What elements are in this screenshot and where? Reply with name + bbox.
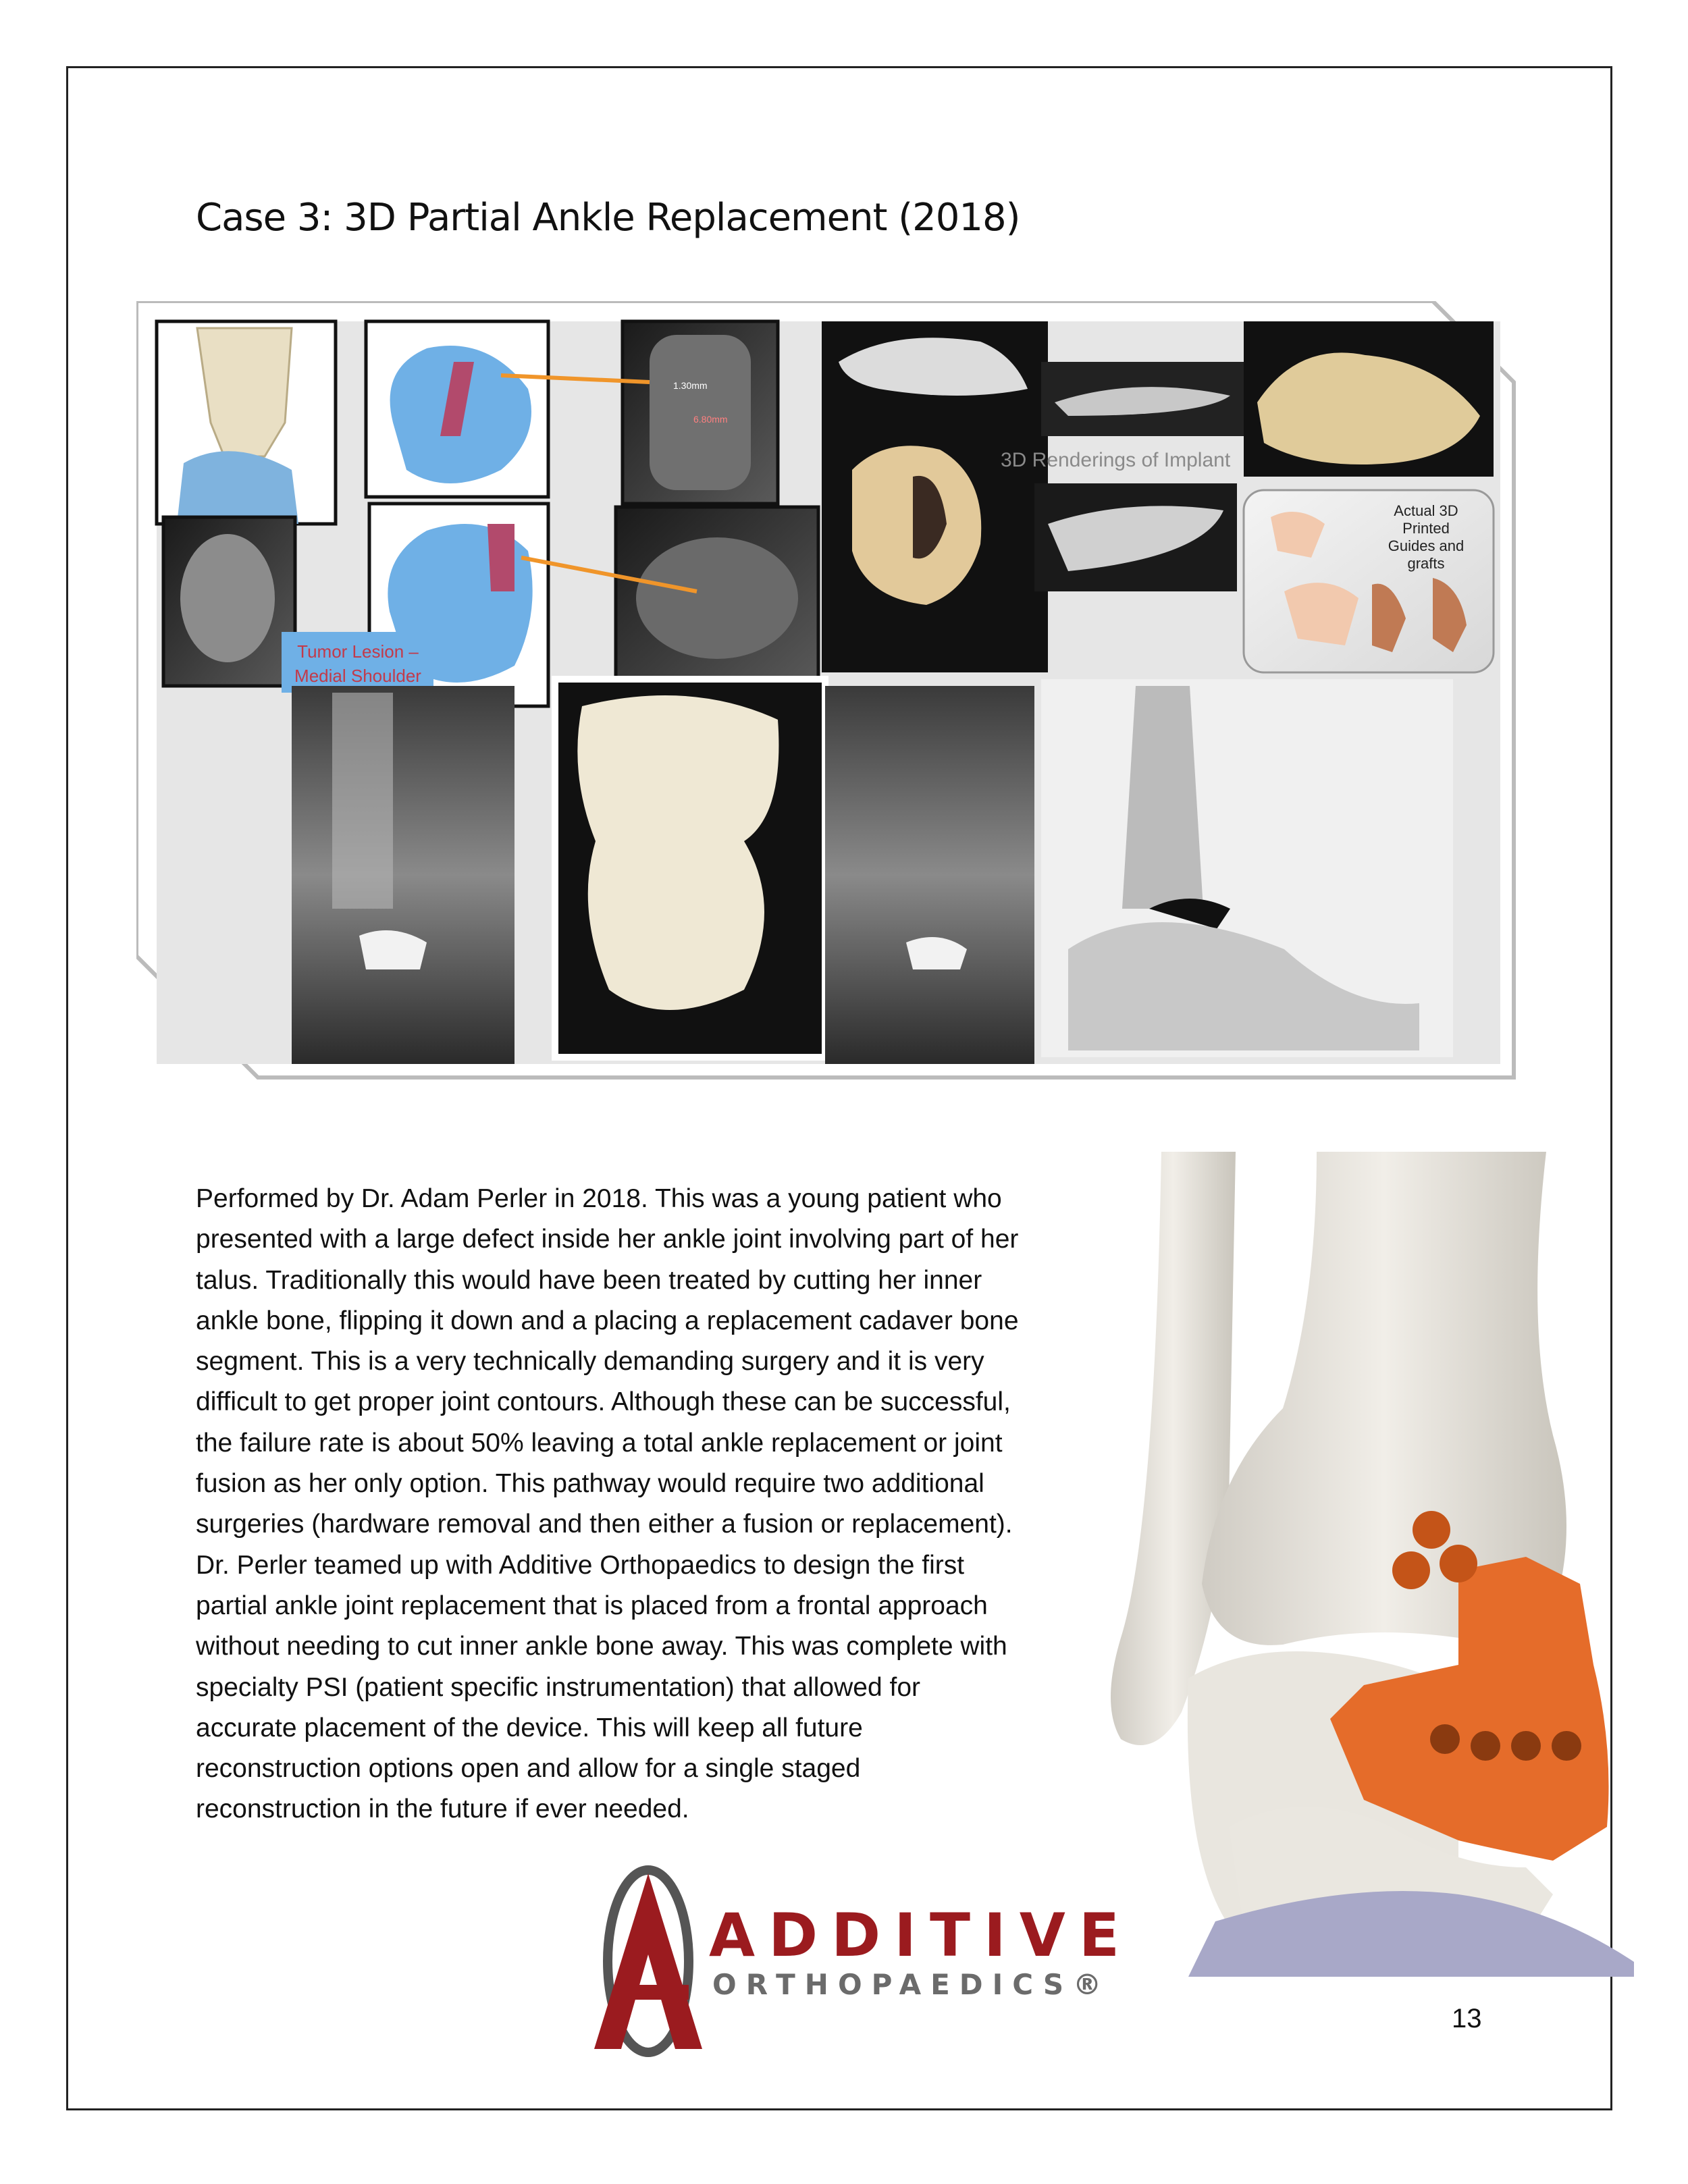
measurement-label-1: 1.30mm (673, 380, 708, 391)
logo-wordmark-additive: ADDITIVE (709, 1900, 1133, 1970)
page-number: 13 (1452, 2004, 1482, 2033)
body-line: segment. This is a very technically demanding surgery and it is very (196, 1347, 984, 1377)
printed-label-3: Guides and (1388, 537, 1465, 554)
xray-preop-panel (292, 686, 515, 1064)
body-line: the failure rate is about 50% leaving a total ankle replacement or joint (196, 1428, 1003, 1458)
renderings-label: 3D Renderings of Implant (1001, 449, 1231, 471)
registered-mark: ® (1073, 1968, 1111, 2001)
body-line: accurate placement of the device. This will keep all future (196, 1713, 863, 1742)
body-line: presented with a large defect inside her ankle joint involving part of her (196, 1225, 1019, 1254)
body-line: specialty PSI (patient specific instrumentation) that allowed for (196, 1672, 921, 1702)
fibula-shape (1111, 1152, 1236, 1745)
body-line: reconstruction options open and allow for a single staged (196, 1754, 861, 1784)
printed-label-2: Printed (1402, 520, 1450, 537)
body-line: fusion as her only option. This pathway would require two additional (196, 1469, 984, 1499)
body-line: difficult to get proper joint contours. Although these can be successful, (196, 1387, 1011, 1417)
printed-label-1: Actual 3D (1394, 502, 1458, 519)
tumor-lesion-label-2: Medial Shoulder (294, 666, 421, 686)
tumor-lesion-label-1: Tumor Lesion – (297, 641, 419, 662)
printed-label-4: grafts (1407, 555, 1445, 572)
body-line: talus. Traditionally this would have been treated by cutting her inner (196, 1265, 982, 1295)
case-description (196, 1179, 1121, 1830)
case-image-collage (136, 301, 1561, 1096)
body-line: surgeries (hardware removal and then either a fusion or replacement). (196, 1510, 1013, 1539)
body-line: without needing to cut inner ankle bone away. This was complete with (196, 1632, 1007, 1661)
logo-wordmark-orthopaedics: ORTHOPAEDICS® (712, 1968, 1111, 2001)
additive-orthopaedics-logo (574, 1860, 1133, 2062)
body-line: Dr. Perler teamed up with Additive Orthopaedics to design the first (196, 1550, 965, 1580)
body-line: partial ankle joint replacement that is placed from a frontal approach (196, 1591, 988, 1620)
page-title: Case 3: 3D Partial Ankle Replacement (2018) (196, 196, 1020, 240)
measurement-label-2: 6.80mm (693, 414, 728, 425)
body-line: ankle bone, flipping it down and a placing a replacement cadaver bone (196, 1306, 1019, 1335)
xray-postop-ap-panel (825, 686, 1034, 1064)
ankle-implant-render (1080, 1152, 1661, 1977)
body-line: reconstruction in the future if ever needed. (196, 1794, 689, 1824)
body-line: Performed by Dr. Adam Perler in 2018. This was a young patient who (196, 1184, 1002, 1213)
